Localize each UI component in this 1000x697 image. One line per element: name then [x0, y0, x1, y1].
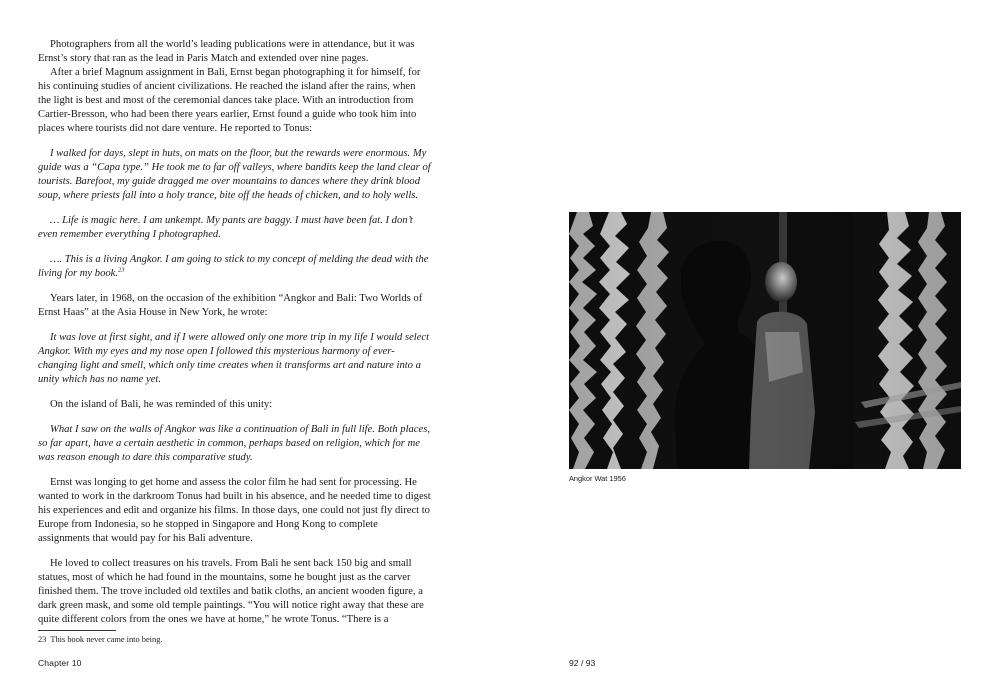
paragraph: Years later, in 1968, on the occasion of the exhibition “Angkor and Bali: Two Worlds of Ernst Haas” at the Asia House in New York, he wrote:: [38, 293, 423, 318]
footnote-number: 23: [38, 635, 47, 644]
block-quote: [38, 253, 431, 281]
page-numbers: 92 / 93: [569, 658, 596, 668]
chapter-label: Chapter 10: [38, 658, 82, 668]
footnote-reference[interactable]: 23: [118, 266, 125, 274]
footnote: [38, 634, 338, 645]
paragraph: He loved to collect treasures on his travels. From Bali he sent back 150 big and small statues, most of which he had found in the mountains, some he bought just as the carver finished them. The trove included old textiles and batik cloths, an ancient wooden figure, a dark green mask, and some old temple paintings. “You will notice right away that these are quite different colors from the ones we have at home,” he wrote Tonus. “There is a: [38, 558, 424, 625]
block-quote: It was love at first sight, and if I were allowed only one more trip in my life I would select Angkor. With my eyes and my nose open I followed this mysterious harmony of ever-changing light and smell, which only time creates when it transforms art and nature into a unity which has no name yet.: [38, 332, 430, 385]
block-quote: I walked for days, slept in huts, on mats on the floor, but the rewards were enormous. My guide was a “Capa type.” He took me to far off valleys, where bandits keep the land clear of tourists. Barefoot, my guide dragged me over mountains to dances where they drink blood soup, where priests fall into a holy trance, bite off the heads of chicken, and to holy wells.: [38, 148, 431, 201]
block-quote: … Life is magic here. I am unkempt. My pants are baggy. I must have been fat. I don’t even remember everything I photographed.: [38, 215, 413, 240]
paragraph: Photographers from all the world’s leading publications were in attendance, but it was Ernst’s story that ran as the lead in Paris Match and extended over nine pages.: [38, 39, 415, 64]
photograph: [569, 212, 961, 469]
paragraph: Ernst was longing to get home and assess the color film he had sent for processing. He wanted to work in the darkroom Tonus had built in his absence, and he needed time to digest his experiences and edit and organize his films. In those days, one could not just fly direct to Europe from Indonesia, so he stopped in Singapore and Hong Kong to complete assignments that would pay for his Bali adventure.: [38, 477, 431, 544]
footnote-divider: [38, 630, 116, 631]
footnote-text: This book never came into being.: [50, 635, 163, 644]
left-page-body: [38, 38, 431, 627]
paragraph: After a brief Magnum assignment in Bali, Ernst began photographing it for himself, for his continuing studies of ancient civilizations. He reached the island after the rains, when the light is best and most of the ceremonial dances take place. With an introduction from Cartier-Bresson, who had been there years earlier, Ernst found a guide who took him into places where tourists did not dare venture. He reported to Tonus:: [38, 67, 421, 134]
photo-illustration: [569, 212, 961, 469]
quote-text: …. This is a living Angkor. I am going to stick to my concept of melding the dead with the living for my book.: [38, 254, 429, 279]
photo-caption: Angkor Wat 1956: [569, 474, 626, 483]
paragraph: On the island of Bali, he was reminded of this unity:: [50, 399, 273, 410]
block-quote: What I saw on the walls of Angkor was like a continuation of Bali in full life. Both places, so far apart, have a certain aesthetic in common, perhaps based on religion, which for me was reason enough to dare this comparative study.: [38, 424, 430, 463]
